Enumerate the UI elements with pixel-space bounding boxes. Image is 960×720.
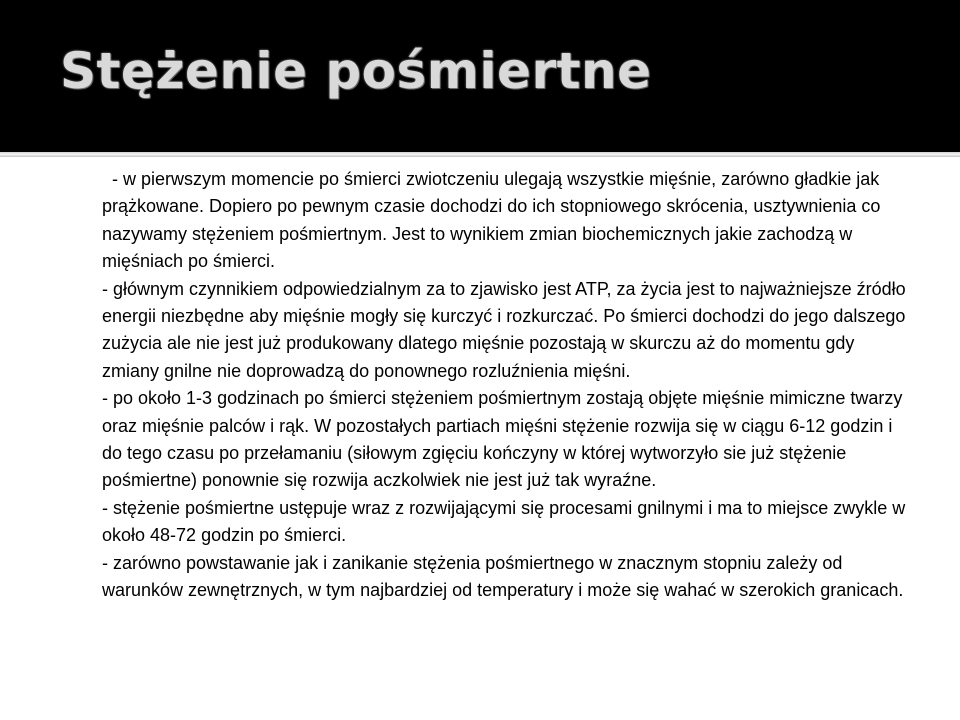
title-bar (0, 0, 960, 152)
paragraph-timeline: - po około 1-3 godzinach po śmierci stężeniem pośmiertnym zostają objęte mięśnie mimiczne twarzy oraz mięśnie palców i rąk. W pozostałych partiach mięśni stężenie rozwija się w ciągu 6-12 godzin i do tego czasu po przełamaniu (siłowym zgięciu kończyny w której wytworzyło sie już stężenie pośmiertne) ponownie się rozwija aczkolwiek nie jest już tak wyraźne. (102, 388, 903, 491)
slide-body (102, 166, 912, 605)
paragraph-atp-mechanism: - głównym czynnikiem odpowiedzialnym za to zjawisko jest ATP, za życia jest to najważniejsze źródło energii niezbędne aby mięśnie mogły się kurczyć i rozkurczać. Po śmierci dochodzi do jego dalszego zużycia ale nie jest już produkowany dlatego mięśnie pozostają w skurczu aż do momentu gdy zmiany gnilne nie doprowadzą do ponownego rozluźnienia mięśni. (102, 278, 906, 381)
paragraph-rigor-onset: - w pierwszym momencie po śmierci zwiotczeniu ulegają wszystkie mięśnie, zarówno gładkie jak prążkowane. Dopiero po pewnym czasie dochodzi do ich stopniowego skrócenia, usztywnienia co nazywamy stężeniem pośmiertnym. Jest to wynikiem zmian biochemicznych jakie zachodzą w mięśniach po śmierci. (102, 169, 881, 272)
title-divider (0, 152, 960, 157)
slide-title: Stężenie pośmiertne (60, 42, 652, 100)
paragraph-external-factors: - zarówno powstawanie jak i zanikanie stężenia pośmiertnego w znacznym stopniu zależy od warunków zewnętrznych, w tym najbardziej od temperatury i może się wahać w szerokich granicach. (102, 552, 904, 601)
paragraph-resolution: - stężenie pośmiertne ustępuje wraz z rozwijającymi się procesami gnilnymi i ma to miejsce zwykle w około 48-72 godzin po śmierci. (102, 497, 906, 546)
